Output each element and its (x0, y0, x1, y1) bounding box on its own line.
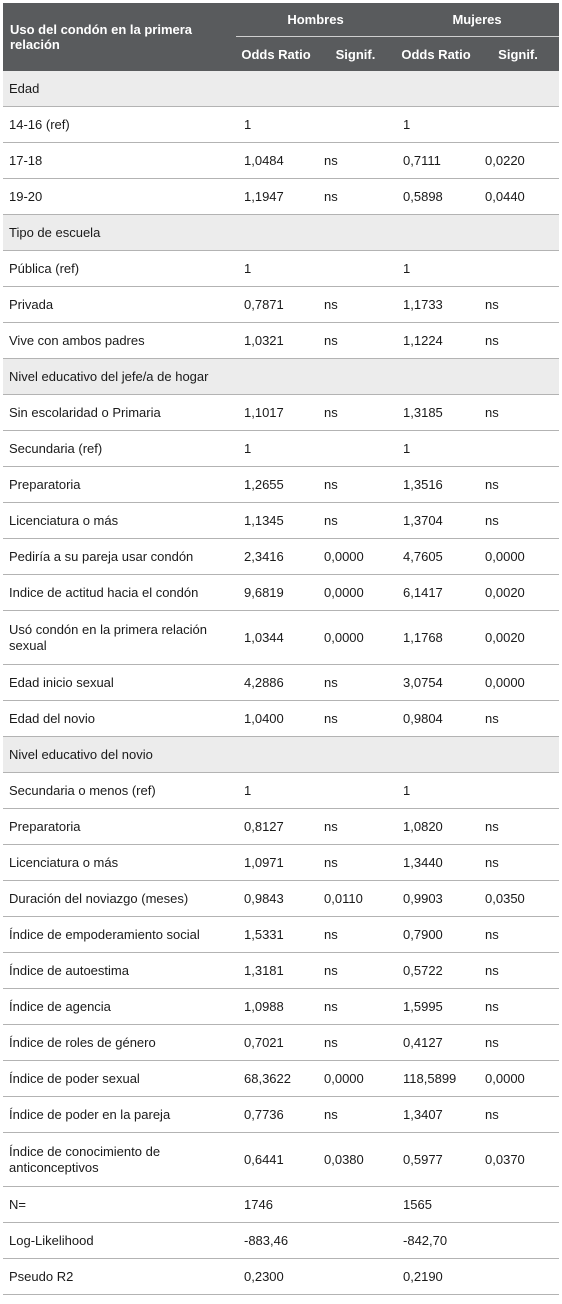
women-odds-cell: 0,7900 (395, 917, 477, 953)
men-odds-cell: 1,0400 (236, 701, 316, 737)
row-label: Duración del noviazgo (meses) (3, 881, 236, 917)
men-odds-cell: 0,7736 (236, 1097, 316, 1133)
table-row (3, 287, 559, 323)
row-label: 14-16 (ref) (3, 107, 236, 143)
men-odds-cell: 1 (236, 431, 316, 467)
women-odds-header: Odds Ratio (395, 37, 477, 72)
women-signif-cell: ns (477, 467, 559, 503)
women-signif-cell (477, 107, 559, 143)
table-row (3, 1025, 559, 1061)
women-odds-cell: 1,3704 (395, 503, 477, 539)
men-odds-cell: 1,0344 (236, 611, 316, 665)
women-signif-cell: ns (477, 1025, 559, 1061)
row-label: Índice de empoderamiento social (3, 917, 236, 953)
women-signif-cell: 0,0000 (477, 539, 559, 575)
table-row (3, 575, 559, 611)
row-label: N= (3, 1187, 236, 1223)
row-label: Índice de conocimiento de anticonceptivos (3, 1133, 236, 1187)
men-signif-cell: ns (316, 143, 395, 179)
men-odds-cell: 68,3622 (236, 1061, 316, 1097)
men-signif-cell (316, 1187, 395, 1223)
table-row (3, 701, 559, 737)
section-row (3, 71, 559, 107)
women-signif-cell: 0,0220 (477, 143, 559, 179)
women-signif-cell (477, 251, 559, 287)
men-signif-cell: ns (316, 395, 395, 431)
men-signif-cell: ns (316, 1025, 395, 1061)
men-signif-cell (316, 1223, 395, 1259)
women-signif-cell: ns (477, 953, 559, 989)
table-row (3, 467, 559, 503)
row-label: Índice de roles de género (3, 1025, 236, 1061)
women-odds-cell: 1,3185 (395, 395, 477, 431)
men-odds-cell: 1,2655 (236, 467, 316, 503)
women-signif-header: Signif. (477, 37, 559, 72)
women-signif-cell (477, 1223, 559, 1259)
women-odds-cell: 1 (395, 431, 477, 467)
table-row (3, 1061, 559, 1097)
women-signif-cell: ns (477, 845, 559, 881)
women-odds-cell: 0,5898 (395, 179, 477, 215)
men-odds-header: Odds Ratio (236, 37, 316, 72)
men-odds-cell: 1 (236, 773, 316, 809)
men-signif-cell: ns (316, 323, 395, 359)
men-signif-cell: 0,0000 (316, 611, 395, 665)
table-row (3, 1187, 559, 1223)
section-label: Nivel educativo del jefe/a de hogar (3, 359, 559, 395)
table-row (3, 611, 559, 665)
table-row (3, 431, 559, 467)
men-odds-cell: 1,0988 (236, 989, 316, 1025)
men-odds-cell: 0,6441 (236, 1133, 316, 1187)
women-signif-cell: ns (477, 1097, 559, 1133)
men-odds-cell: 1,1947 (236, 179, 316, 215)
women-odds-cell: 0,4127 (395, 1025, 477, 1061)
men-signif-cell: 0,0000 (316, 539, 395, 575)
women-odds-cell: 1 (395, 107, 477, 143)
row-label: Indice de actitud hacia el condón (3, 575, 236, 611)
women-signif-cell (477, 431, 559, 467)
row-label: Vive con ambos padres (3, 323, 236, 359)
women-signif-cell: 0,0350 (477, 881, 559, 917)
table-row (3, 1223, 559, 1259)
women-signif-cell: ns (477, 287, 559, 323)
men-signif-cell: 0,0000 (316, 1061, 395, 1097)
women-odds-cell: 0,9804 (395, 701, 477, 737)
table-row (3, 989, 559, 1025)
men-odds-cell: 1,1017 (236, 395, 316, 431)
women-signif-cell: ns (477, 917, 559, 953)
table-row (3, 881, 559, 917)
men-odds-cell: 1,3181 (236, 953, 316, 989)
section-label: Tipo de escuela (3, 215, 559, 251)
row-label: Preparatoria (3, 467, 236, 503)
men-odds-cell: 1,1345 (236, 503, 316, 539)
table-row (3, 503, 559, 539)
men-signif-cell: ns (316, 845, 395, 881)
men-odds-cell: 9,6819 (236, 575, 316, 611)
women-odds-cell: -842,70 (395, 1223, 477, 1259)
men-signif-cell: ns (316, 989, 395, 1025)
table-row (3, 143, 559, 179)
women-signif-cell: ns (477, 809, 559, 845)
men-odds-cell: 0,7021 (236, 1025, 316, 1061)
regression-table (3, 3, 559, 1295)
table-row (3, 1097, 559, 1133)
women-odds-cell: 1,3407 (395, 1097, 477, 1133)
women-signif-cell (477, 773, 559, 809)
row-label: Edad inicio sexual (3, 665, 236, 701)
women-signif-cell: 0,0020 (477, 611, 559, 665)
row-label: Privada (3, 287, 236, 323)
row-label-header: Uso del condón en la primera relación (3, 3, 236, 71)
table-body (3, 71, 559, 1295)
women-signif-cell: ns (477, 503, 559, 539)
women-odds-cell: 1 (395, 773, 477, 809)
women-signif-cell: 0,0020 (477, 575, 559, 611)
men-signif-header: Signif. (316, 37, 395, 72)
men-odds-cell: 1,5331 (236, 917, 316, 953)
men-signif-cell (316, 107, 395, 143)
men-odds-cell: 1 (236, 251, 316, 287)
women-odds-cell: 1565 (395, 1187, 477, 1223)
row-label: Pseudo R2 (3, 1259, 236, 1295)
row-label: Índice de poder en la pareja (3, 1097, 236, 1133)
row-label: Secundaria o menos (ref) (3, 773, 236, 809)
men-odds-cell: 1,0484 (236, 143, 316, 179)
women-signif-cell: 0,0440 (477, 179, 559, 215)
table-row (3, 107, 559, 143)
row-label: Índice de autoestima (3, 953, 236, 989)
row-label: Log-Likelihood (3, 1223, 236, 1259)
men-signif-cell: ns (316, 179, 395, 215)
men-odds-cell: 1,0321 (236, 323, 316, 359)
men-signif-cell (316, 1259, 395, 1295)
men-odds-cell: 0,7871 (236, 287, 316, 323)
women-odds-cell: 0,9903 (395, 881, 477, 917)
men-odds-cell: 0,8127 (236, 809, 316, 845)
table-row (3, 395, 559, 431)
row-label: Sin escolaridad o Primaria (3, 395, 236, 431)
men-signif-cell (316, 431, 395, 467)
men-odds-cell: 1 (236, 107, 316, 143)
row-label: Pública (ref) (3, 251, 236, 287)
row-label: Índice de poder sexual (3, 1061, 236, 1097)
women-odds-cell: 1,3440 (395, 845, 477, 881)
men-group-header: Hombres (236, 3, 395, 37)
women-odds-cell: 1,1768 (395, 611, 477, 665)
men-signif-cell: ns (316, 503, 395, 539)
men-odds-cell: 1,0971 (236, 845, 316, 881)
men-signif-cell (316, 251, 395, 287)
row-label: Licenciatura o más (3, 845, 236, 881)
men-signif-cell: ns (316, 665, 395, 701)
men-signif-cell: ns (316, 1097, 395, 1133)
women-odds-cell: 0,5977 (395, 1133, 477, 1187)
men-signif-cell: ns (316, 287, 395, 323)
table-row (3, 665, 559, 701)
section-label: Nivel educativo del novio (3, 737, 559, 773)
row-label: 19-20 (3, 179, 236, 215)
women-signif-cell: ns (477, 989, 559, 1025)
men-signif-cell: 0,0000 (316, 575, 395, 611)
women-odds-cell: 3,0754 (395, 665, 477, 701)
men-odds-cell: -883,46 (236, 1223, 316, 1259)
row-label: 17-18 (3, 143, 236, 179)
women-signif-cell: ns (477, 323, 559, 359)
men-signif-cell: ns (316, 917, 395, 953)
men-odds-cell: 1746 (236, 1187, 316, 1223)
table-row (3, 845, 559, 881)
table-row (3, 953, 559, 989)
women-odds-cell: 0,5722 (395, 953, 477, 989)
row-label: Preparatoria (3, 809, 236, 845)
women-signif-cell: 0,0370 (477, 1133, 559, 1187)
table-row (3, 251, 559, 287)
men-signif-cell: ns (316, 701, 395, 737)
men-signif-cell: ns (316, 467, 395, 503)
table-row (3, 809, 559, 845)
men-odds-cell: 0,2300 (236, 1259, 316, 1295)
women-odds-cell: 1,0820 (395, 809, 477, 845)
table-row (3, 323, 559, 359)
row-label: Índice de agencia (3, 989, 236, 1025)
table-row (3, 773, 559, 809)
section-row (3, 359, 559, 395)
women-signif-cell: 0,0000 (477, 665, 559, 701)
women-signif-cell (477, 1187, 559, 1223)
section-label: Edad (3, 71, 559, 107)
men-odds-cell: 0,9843 (236, 881, 316, 917)
women-odds-cell: 1,1733 (395, 287, 477, 323)
women-signif-cell: 0,0000 (477, 1061, 559, 1097)
table-row (3, 179, 559, 215)
men-signif-cell: ns (316, 953, 395, 989)
row-label: Licenciatura o más (3, 503, 236, 539)
women-odds-cell: 1,3516 (395, 467, 477, 503)
table-row (3, 1133, 559, 1187)
men-signif-cell: 0,0380 (316, 1133, 395, 1187)
row-label: Pediría a su pareja usar condón (3, 539, 236, 575)
men-odds-cell: 2,3416 (236, 539, 316, 575)
women-signif-cell: ns (477, 395, 559, 431)
section-row (3, 215, 559, 251)
men-signif-cell: ns (316, 809, 395, 845)
women-odds-cell: 0,2190 (395, 1259, 477, 1295)
women-signif-cell (477, 1259, 559, 1295)
table-header (3, 3, 559, 71)
section-row (3, 737, 559, 773)
row-label: Edad del novio (3, 701, 236, 737)
row-label: Secundaria (ref) (3, 431, 236, 467)
women-odds-cell: 6,1417 (395, 575, 477, 611)
women-odds-cell: 118,5899 (395, 1061, 477, 1097)
women-signif-cell: ns (477, 701, 559, 737)
women-odds-cell: 0,7111 (395, 143, 477, 179)
women-group-header: Mujeres (395, 3, 559, 37)
table-row (3, 1259, 559, 1295)
row-label: Usó condón en la primera relación sexual (3, 611, 236, 665)
women-odds-cell: 4,7605 (395, 539, 477, 575)
table-row (3, 539, 559, 575)
women-odds-cell: 1,5995 (395, 989, 477, 1025)
table-row (3, 917, 559, 953)
men-signif-cell (316, 773, 395, 809)
women-odds-cell: 1,1224 (395, 323, 477, 359)
women-odds-cell: 1 (395, 251, 477, 287)
men-signif-cell: 0,0110 (316, 881, 395, 917)
men-odds-cell: 4,2886 (236, 665, 316, 701)
